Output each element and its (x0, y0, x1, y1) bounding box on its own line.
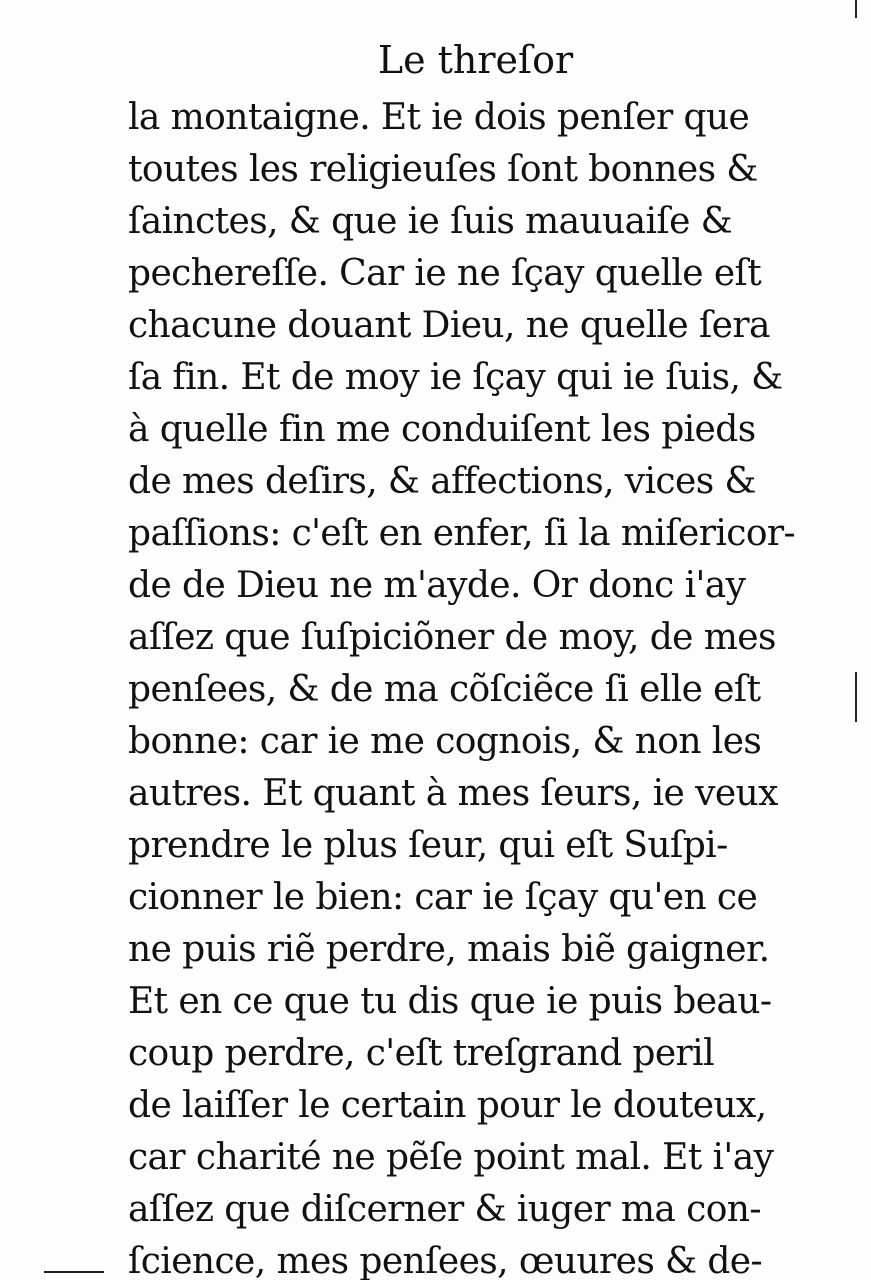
text-line: autres. Et quant à mes ſeurs, ie veux (128, 773, 778, 814)
text-line: coup perdre, c'eſt treſgrand peril (128, 1033, 714, 1074)
text-line: chacune douant Dieu, ne quelle ſera (128, 305, 770, 346)
text-line: aſſez que ſuſpiciõner de moy, de mes (128, 617, 776, 658)
text-line: de de Dieu ne m'ayde. Or donc i'ay (128, 565, 746, 606)
text-line: penſees, & de ma cõſciẽce ſi elle eſt (128, 669, 761, 710)
body-text (128, 92, 828, 1280)
text-line: pechereſſe. Car ie ne ſçay quelle eſt (128, 253, 762, 294)
text-line: à quelle fin me conduiſent les pieds (128, 409, 756, 450)
text-line: de mes deſirs, & affections, vices & (128, 461, 756, 502)
text-line: prendre le plus ſeur, qui eſt Suſpi- (128, 825, 728, 866)
text-line: ſa fin. Et de moy ie ſçay qui ie ſuis, & (128, 357, 783, 398)
running-head: Le threſor (377, 38, 574, 82)
text-line: toutes les religieuſes ſont bonnes & (128, 149, 758, 190)
text-line: ſainctes, & que ie ſuis mauuaiſe & (128, 201, 733, 242)
footer-rule (44, 1271, 104, 1273)
page-edge-rule (855, 672, 857, 722)
text-line: ſcience, mes penſees, œuures & de- (128, 1241, 763, 1280)
text-line: bonne: car ie me cognois, & non les (128, 721, 762, 762)
text-line: la montaigne. Et ie dois penſer que (128, 97, 750, 138)
text-line: aſſez que diſcerner & iuger ma con- (128, 1189, 761, 1230)
text-line: car charité ne pẽſe point mal. Et i'ay (128, 1137, 774, 1178)
page-edge-rule (855, 0, 857, 18)
text-line: cionner le bien: car ie ſçay qu'en ce (128, 877, 758, 918)
text-line: de laiſſer le certain pour le douteux, (128, 1085, 767, 1126)
text-line: ne puis riẽ perdre, mais biẽ gaigner. (128, 929, 770, 970)
text-line: paſſions: c'eſt en enfer, ſi la miſericor- (128, 513, 796, 554)
text-line: Et en ce que tu dis que ie puis beau- (128, 981, 772, 1022)
